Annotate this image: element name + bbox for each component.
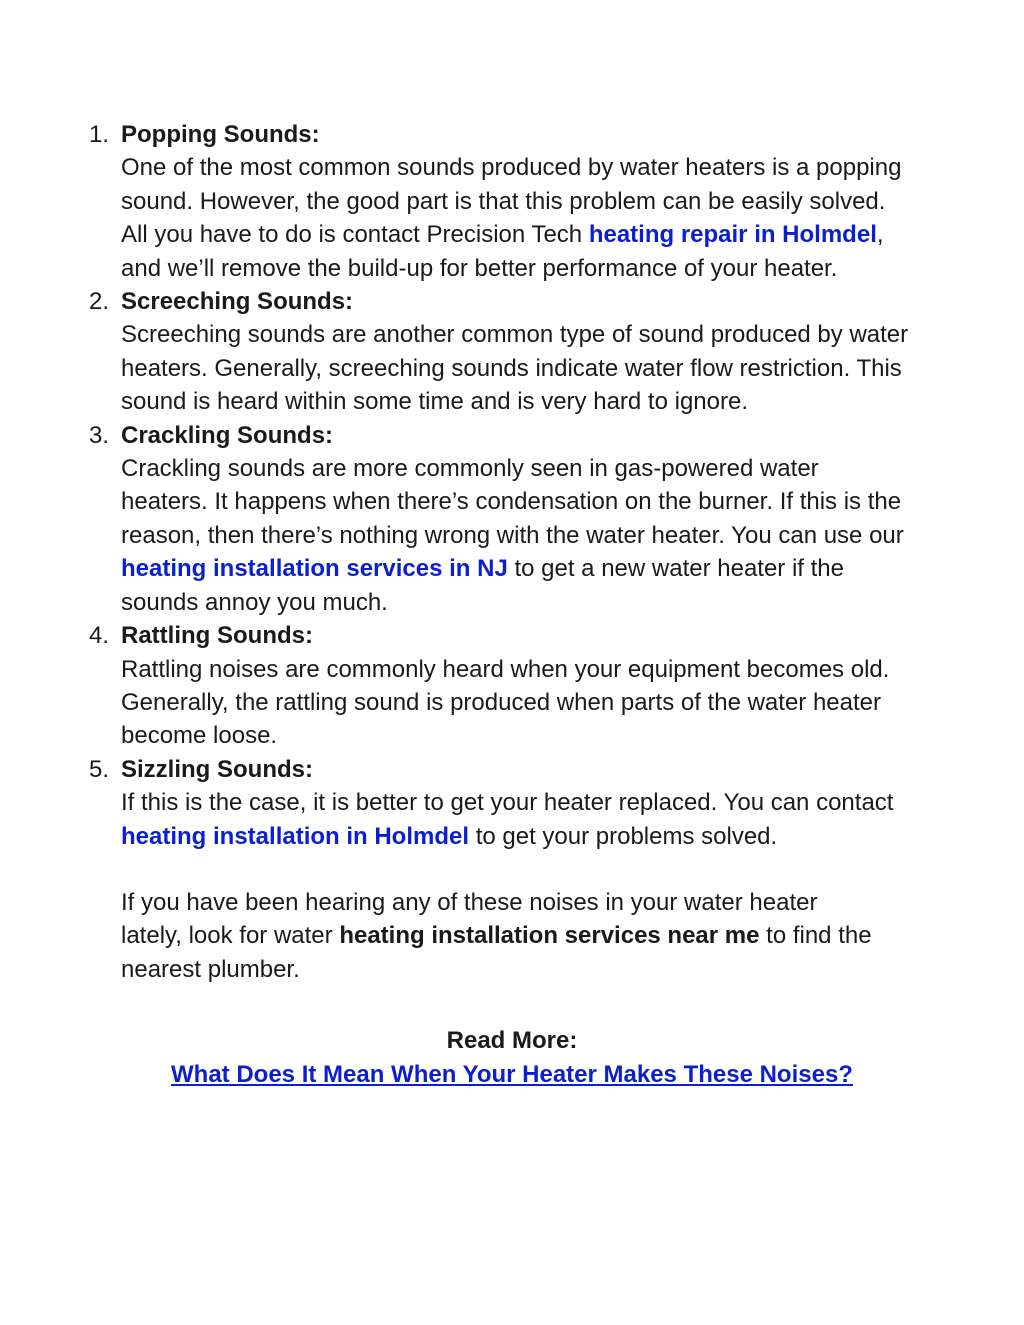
closing-bold-phrase: heating installation services near me [339, 922, 760, 950]
item-text: to get a new water heater if the sounds annoy you much. [121, 555, 844, 616]
list-item [0, 118, 911, 285]
item-text: to get your problems solved. [469, 822, 778, 850]
list-number: 5. [89, 755, 110, 783]
closing-text: If you have been hearing any of these noises in your water heater lately, look for water [121, 888, 818, 950]
item-body [121, 786, 911, 853]
list-item [0, 419, 911, 619]
heating-installation-nj-link[interactable]: heating installation services in NJ [121, 555, 508, 583]
heating-repair-holmdel-link[interactable]: heating repair in Holmdel [588, 221, 877, 249]
item-body [121, 452, 911, 619]
item-heading: Crackling Sounds: [121, 421, 334, 449]
list-number: 4. [89, 622, 110, 650]
item-heading: Screeching Sounds: [121, 288, 354, 316]
document [0, 118, 1024, 1092]
item-text: Crackling sounds are more commonly seen in gas-powered water heaters. It happens when there’s condensation on the burner. If this is the reason, then there’s nothing wrong with the water heater. You can use our [121, 455, 904, 549]
item-heading: Rattling Sounds: [121, 622, 313, 650]
read-more-link[interactable]: What Does It Mean When Your Heater Makes These Noises? [171, 1061, 853, 1089]
list-number: 2. [89, 288, 110, 316]
item-heading: Sizzling Sounds: [121, 755, 313, 783]
item-body: Screeching sounds are another common type of sound produced by water heaters. Generally, screeching sounds indicate water flow restriction. This sound is heard within some time and is very hard to ignore. [121, 321, 909, 416]
item-body [121, 151, 911, 285]
item-text: One of the most common sounds produced by water heaters is a popping sound. However, the good part is that this problem can be easily solved. All you have to do is contact Precision Tech [121, 154, 902, 249]
item-text: If this is the case, it is better to get your heater replaced. You can contact [121, 789, 894, 817]
closing-text: to find the nearest plumber. [121, 922, 872, 983]
closing-paragraph [0, 886, 881, 986]
list-item [0, 619, 911, 753]
read-more-section [0, 1024, 1024, 1092]
list-number: 3. [89, 421, 110, 449]
heating-installation-holmdel-link[interactable]: heating installation in Holmdel [121, 822, 470, 850]
list-item [0, 753, 911, 853]
list-item [0, 285, 911, 419]
list-number: 1. [89, 121, 110, 148]
item-heading: Popping Sounds: [121, 121, 320, 148]
item-body: Rattling noises are commonly heard when your equipment becomes old. Generally, the rattling sound is produced when parts of the water heater become loose. [121, 655, 890, 750]
read-more-title: Read More: [446, 1027, 578, 1055]
item-text: , and we’ll remove the build-up for better performance of your heater. [121, 221, 884, 282]
